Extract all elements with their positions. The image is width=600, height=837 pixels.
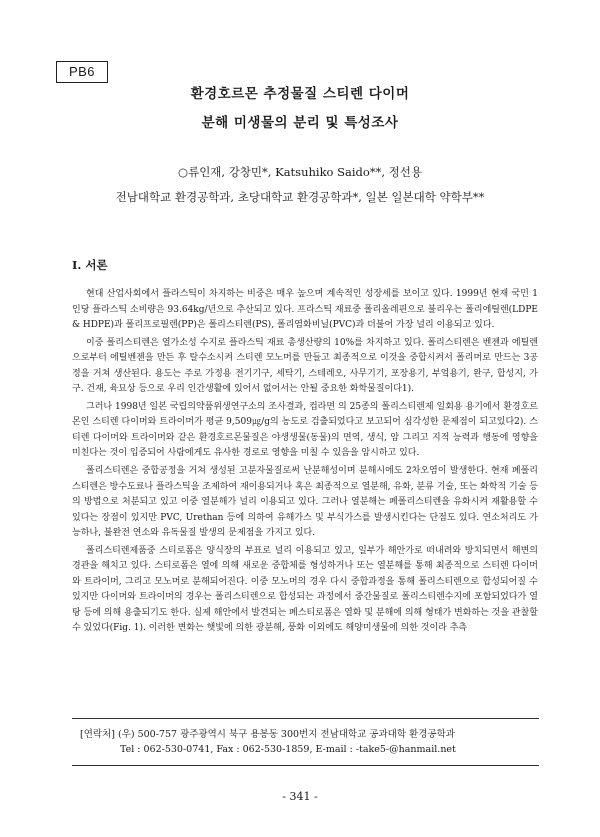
paragraph-4: 폴리스티렌은 중합공정을 거쳐 생성된 고분자물질로써 난분해성이며 분해시에도 2차오염이 발생한다. 현재 폐폴리스티렌은 방수도료나 플라스틱을 조제하여 재이용되거나 혹은 최종적으로 열분해, 유화, 분류 기술, 또는 화학적 기술 등의 방법으로 처분되고 있고 이중 열분해가 널리 이용되고 있다. 그러나 열분해는 폐폴리스티렌을 유화시켜 재활용할 수 있다는 장점이 있지만 PVC, Urethan 등에 의하여 유해가스 및 부식가스를 발생시킨다는 단점도 있다. 연소처리도 가능하나, 불완전 연소와 유독물질 발생의 문제점을 가지고 있다. [72,466,538,539]
paper-title-line-1: 환경호르몬 추정물질 스티렌 다이머 [190,86,410,102]
contact-top-rule [72,718,539,719]
affiliation-list: 전남대학교 환경공학과, 초당대학교 환경공학과*, 일본 일본대학 약학부** [115,190,485,204]
paper-title-line-2: 분해 미생물의 분리 및 특성조사 [201,115,399,131]
contact-bottom-rule [72,765,539,766]
section-heading: I. 서론 [72,258,108,272]
poster-code-badge: PB6 [56,61,108,83]
page-number: - 341 - [282,790,318,803]
paragraph-3: 그러나 1998년 일본 국립의약품위생연구소의 조사결과, 컵라면 의 25종의 폴리스티렌제 일회용 용기에서 환경호르몬인 스티렌 다이머와 트라이머가 평균 9,509㎍/g의 농도로 검출되었다고 보고되어 심각성한 문제점이 되고있다2). 스티렌 다이머와 트라이머와 같은 환경호르몬물질은 야생생물(동물)의 면역, 생식, 암 그리고 지적 능력과 행동에 영향을 미친다는 것이 입증되어 사람에게도 유사한 경로로 영향을 미칠 수 있음을 암시하고 있다. [72,401,538,459]
contact-address: [연락처] (우) 500-757 광주광역시 북구 용봉동 300번지 전남대학교 공과대학 환경공학과 [80,729,455,740]
author-list: ○류인재, 강창민*, Katsuhiko Saido**, 정선용 [178,165,422,179]
contact-phone-email: Tel : 062-530-0741, Fax : 062-530-1859, E-mail : -take5-@hanmail.net [120,744,456,755]
paragraph-1: 현대 산업사회에서 플라스틱이 차지하는 비중은 매우 높으며 계속적인 성장세를 보이고 있다. 1999년 현재 국민 1인당 플라스틱 소비량은 93.64kg/년으로 추산되고 있다. 프라스틱 재료중 폴리올레핀으로 불리우는 폴리에틸렌(LDPE & HDPE)과 폴리프로필렌(PP)은 폴리스티렌(PS), 폴리염화비닐(PVC)과 더불어 가장 널리 이용되고 있다. [72,289,538,331]
paragraph-2: 이중 폴리스티렌은 열가소성 수지로 플라스틱 재료 총생산량의 10%를 차지하고 있다. 폴리스티렌은 벤젠과 에틸렌으로부터 에틸벤젠을 만든 후 탈수소시켜 스티렌 모노머를 만들고 최종적으로 이것을 중합시켜서 폴리머로 만드는 3공정을 거쳐 생산된다. 용도는 주로 가정용 전기기구, 세탁기, 스테레오, 사무기기, 포장용기, 부엌용기, 완구, 합성지, 가구. 건재, 육묘상 등으로 우리 인간생활에 있어서 없어서는 안될 중요한 화학물질이다1). [72,337,538,395]
paragraph-5: 폴리스티렌제품중 스티로폼은 양식장의 부표로 널리 이용되고 있고, 일부가 해안가로 떠내려와 방치되면서 해변의 경관을 해치고 있다. 스티로폼은 열에 의해 새로운 중합체를 형성하거나 또는 열분해를 통해 최종적으로 스티렌 다이머와 트라이머, 그리고 모노머로 분해되어진다. 이중 모노머의 경우 다시 중합과정을 통해 폴리스티렌으로 합성되어질 수 있지만 다이머와 트라이머의 경우는 폴리스티렌으로 합성되는 과정에서 중간물질로 폴리스티렌수지에 포함되었다가 열탕 등에 의해 용출되기도 한다. 실제 해안에서 발견되는 폐스티로폼은 열화 및 분해에 의해 형태가 변화하는 것을 관찰할 수 있었다(Fig. 1). 이러한 변화는 햇빛에 의한 광분해, 풍화 이외에도 해양미생물에 의한 것이라 추측 [72,545,538,634]
body-text [72,287,538,639]
